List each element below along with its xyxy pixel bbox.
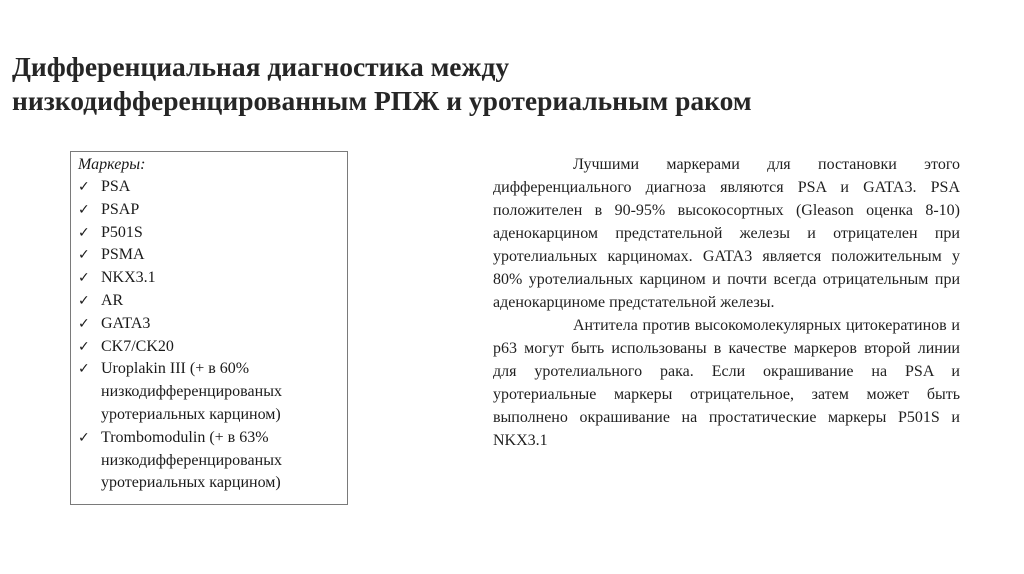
marker-label-line: P501S bbox=[101, 223, 143, 241]
marker-label-line: AR bbox=[101, 291, 124, 309]
check-icon: ✓ bbox=[78, 201, 90, 218]
marker-item bbox=[78, 313, 347, 336]
markers-heading: Маркеры: bbox=[78, 156, 146, 173]
marker-label bbox=[101, 222, 143, 245]
slide-title bbox=[12, 50, 1012, 118]
marker-label-line: уротериальных карцином) bbox=[101, 405, 281, 423]
marker-label-line: PSA bbox=[101, 178, 131, 195]
marker-label-line: GATA3 bbox=[101, 314, 151, 332]
marker-item bbox=[78, 199, 347, 222]
marker-item bbox=[78, 176, 347, 199]
marker-label bbox=[101, 176, 130, 199]
marker-label bbox=[101, 199, 139, 222]
check-icon: ✓ bbox=[78, 338, 90, 355]
paragraph-markers: Лучшими маркерами для постановки этого дифференциального диагноза являются PSA и GATA3. PSA положителен в 90-95% высокосортных (Gleason оценка 8-10) аденокарцином предстательной железы и отрицателен при уротелиальных карциномах. GATA3 является положительным у 80% уротелиальных карцином и почти всегда отрицательным при аденокарциноме предстательной железы. bbox=[493, 156, 960, 311]
marker-label-line: CK7/CK20 bbox=[101, 337, 174, 355]
check-icon: ✓ bbox=[78, 361, 90, 378]
check-icon: ✓ bbox=[78, 315, 90, 332]
check-icon: ✓ bbox=[78, 292, 90, 309]
marker-label bbox=[101, 336, 174, 359]
marker-label-line: Trombomodulin (+ в 63% bbox=[101, 428, 269, 446]
marker-item bbox=[78, 358, 347, 426]
marker-item bbox=[78, 244, 347, 267]
marker-label-line: уротериальных карцином) bbox=[101, 474, 281, 492]
marker-label bbox=[101, 313, 150, 336]
markers-list bbox=[78, 176, 347, 495]
check-icon: ✓ bbox=[78, 224, 90, 241]
marker-label-line: PSAP bbox=[101, 200, 140, 218]
marker-label bbox=[101, 244, 145, 267]
marker-item bbox=[78, 222, 347, 245]
marker-label-line: низкодифференцированых bbox=[101, 451, 282, 469]
marker-item bbox=[78, 267, 347, 290]
description-text bbox=[493, 153, 960, 452]
check-icon: ✓ bbox=[78, 429, 90, 446]
slide-title-line-1: Дифференциальная диагностика между bbox=[12, 51, 510, 82]
marker-label-line: низкодифференцированых bbox=[101, 383, 282, 401]
slide-title-line-2: низкодифференцированным РПЖ и уротериальным раком bbox=[12, 85, 752, 116]
check-icon: ✓ bbox=[78, 270, 90, 287]
marker-label bbox=[101, 290, 123, 313]
marker-label-line: NKX3.1 bbox=[101, 269, 156, 287]
marker-label bbox=[101, 358, 282, 426]
marker-label-line: Uroplakin III (+ в 60% bbox=[101, 360, 250, 378]
paragraph-antibodies: Антитела против высокомолекулярных цитокератинов и p63 могут быть использованы в качестве маркеров второй линии для уротелиального рака. Если окрашивание на PSA и уротериальные маркеры отрицательное, затем может быть выполнено окрашивание на простатические маркеры P501S и NKX3.1 bbox=[493, 317, 960, 449]
marker-item bbox=[78, 427, 347, 495]
check-icon: ✓ bbox=[78, 179, 90, 195]
markers-box bbox=[70, 151, 348, 505]
marker-item bbox=[78, 290, 347, 313]
marker-item bbox=[78, 336, 347, 359]
marker-label bbox=[101, 427, 282, 495]
marker-label-line: PSMA bbox=[101, 246, 145, 264]
marker-label bbox=[101, 267, 156, 290]
check-icon: ✓ bbox=[78, 247, 90, 264]
